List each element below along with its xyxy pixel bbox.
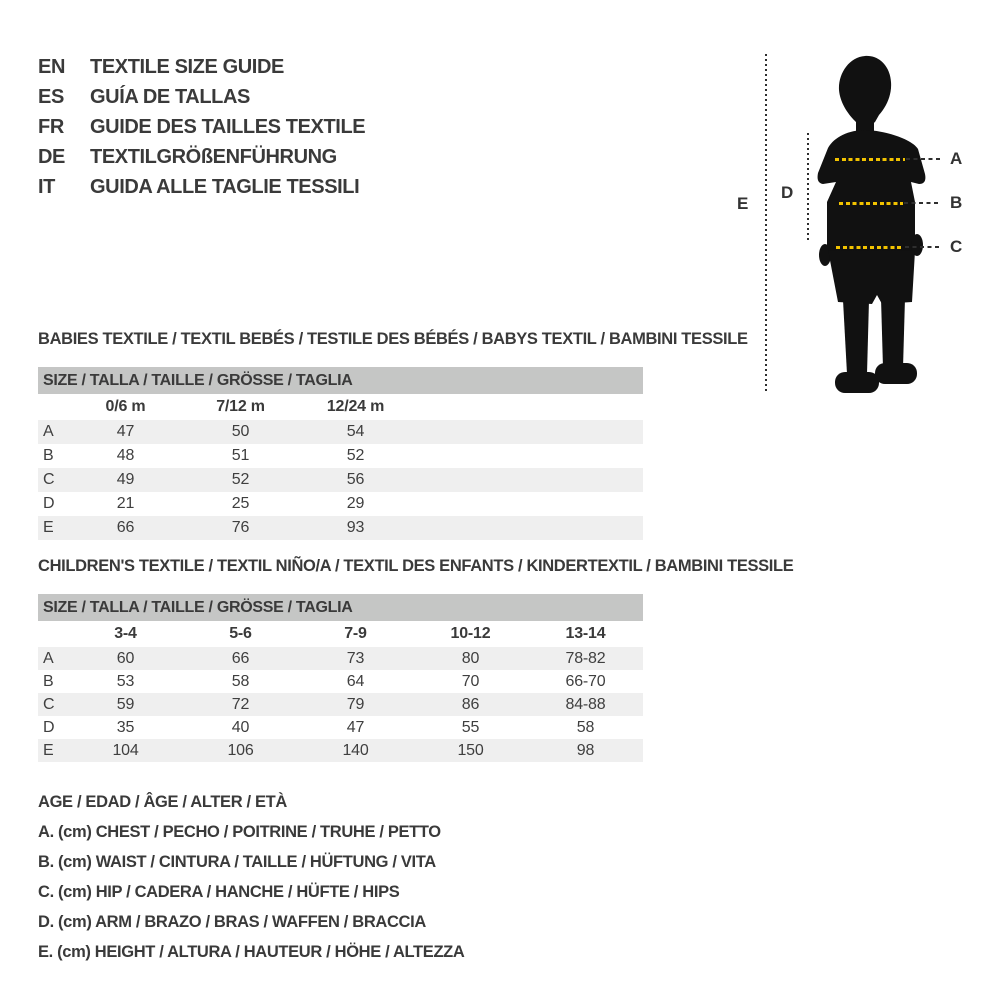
- table-row: [38, 420, 643, 444]
- table-row: [38, 492, 643, 516]
- cell-value: 56: [346, 471, 365, 488]
- table-row: [38, 647, 643, 670]
- row-label: B: [43, 672, 54, 690]
- lang-row-de: [38, 142, 365, 172]
- row-label: D: [43, 718, 55, 736]
- legend-hip: C. (cm) HIP / CADERA / HANCHE / HÜFTE / HIPS: [38, 882, 400, 901]
- child-silhouette: [815, 52, 935, 397]
- cell-value: 78-82: [565, 649, 606, 667]
- age-column: 7/12 m: [216, 398, 265, 415]
- row-label: B: [43, 447, 54, 464]
- age-column: 13-14: [565, 625, 606, 642]
- cell-value: 80: [461, 649, 480, 667]
- row-label: D: [43, 495, 55, 512]
- babies-table-header: SIZE / TALLA / TAILLE / GRÖSSE / TAGLIA: [38, 367, 643, 394]
- age-column: 10-12: [450, 625, 491, 642]
- figure-label-height: E: [737, 194, 749, 213]
- arm-measure-dotted-line: [807, 133, 809, 243]
- figure-label-chest: A: [950, 149, 963, 168]
- figure-label-waist: B: [950, 193, 963, 212]
- cell-value: 79: [346, 695, 365, 713]
- chest-measure-dashes: [835, 158, 905, 161]
- cell-value: 50: [231, 423, 250, 440]
- lang-code: IT: [38, 175, 55, 198]
- table-row: [38, 516, 643, 540]
- lang-code: DE: [38, 145, 65, 168]
- cell-value: 21: [116, 495, 135, 512]
- legend-arm: D. (cm) ARM / BRAZO / BRAS / WAFFEN / BRACCIA: [38, 912, 426, 931]
- cell-value: 47: [346, 718, 365, 736]
- age-column: 0/6 m: [105, 398, 146, 415]
- cell-value: 49: [116, 471, 135, 488]
- row-label: C: [43, 471, 55, 488]
- lang-code: ES: [38, 85, 64, 108]
- table-row: [38, 693, 643, 716]
- cell-value: 140: [342, 741, 369, 759]
- row-label: A: [43, 649, 54, 667]
- legend-chest: A. (cm) CHEST / PECHO / POITRINE / TRUHE / PETTO: [38, 822, 441, 841]
- row-label: E: [43, 519, 54, 536]
- children-size-table: [38, 594, 643, 762]
- cell-value: 35: [116, 718, 135, 736]
- legend-height: E. (cm) HEIGHT / ALTURA / HAUTEUR / HÖHE / ALTEZZA: [38, 942, 465, 961]
- lang-title: GUÍA DE TALLAS: [90, 85, 250, 108]
- lang-title: GUIDE DES TAILLES TEXTILE: [90, 115, 366, 138]
- lang-code: EN: [38, 55, 65, 78]
- table-row: [38, 716, 643, 739]
- cell-value: 58: [231, 672, 250, 690]
- age-column: 12/24 m: [326, 398, 385, 415]
- hip-leader-dashes: [905, 246, 941, 248]
- cell-value: 58: [576, 718, 595, 736]
- figure-label-arm: D: [781, 183, 794, 202]
- babies-section-title: BABIES TEXTILE / TEXTIL BEBÉS / TESTILE DES BÉBÉS / BABYS TEXTIL / BAMBINI TESSILE: [38, 330, 748, 348]
- height-measure-dotted-line: [765, 54, 767, 393]
- cell-value: 53: [116, 672, 135, 690]
- cell-value: 73: [346, 649, 365, 667]
- cell-value: 70: [461, 672, 480, 690]
- lang-code: FR: [38, 115, 64, 138]
- age-column: 7-9: [344, 625, 367, 642]
- cell-value: 51: [231, 447, 250, 464]
- cell-value: 104: [112, 741, 139, 759]
- legend-age: AGE / EDAD / ÂGE / ALTER / ETÀ: [38, 792, 287, 811]
- legend-waist: B. (cm) WAIST / CINTURA / TAILLE / HÜFTUNG / VITA: [38, 852, 436, 871]
- cell-value: 64: [346, 672, 365, 690]
- cell-value: 150: [457, 741, 484, 759]
- babies-size-table: [38, 367, 643, 540]
- figure-label-hip: C: [950, 237, 963, 256]
- cell-value: 66-70: [565, 672, 606, 690]
- table-row: [38, 444, 643, 468]
- waist-leader-dashes: [904, 202, 940, 204]
- cell-value: 59: [116, 695, 135, 713]
- waist-measure-dashes: [839, 202, 903, 205]
- cell-value: 52: [231, 471, 250, 488]
- cell-value: 86: [461, 695, 480, 713]
- hip-measure-dashes: [836, 246, 904, 249]
- cell-value: 54: [346, 423, 365, 440]
- age-column: 5-6: [229, 625, 252, 642]
- cell-value: 98: [576, 741, 595, 759]
- cell-value: 60: [116, 649, 135, 667]
- row-label: A: [43, 423, 54, 440]
- lang-title: GUIDA ALLE TAGLIE TESSILI: [90, 175, 360, 198]
- table-row: [38, 739, 643, 762]
- cell-value: 55: [461, 718, 480, 736]
- cell-value: 66: [231, 649, 250, 667]
- age-column: 3-4: [114, 625, 137, 642]
- cell-value: 47: [116, 423, 135, 440]
- cell-value: 93: [346, 519, 365, 536]
- lang-row-it: [38, 172, 365, 202]
- lang-row-es: [38, 82, 365, 112]
- children-age-row: [38, 621, 643, 647]
- cell-value: 84-88: [565, 695, 606, 713]
- lang-title: TEXTILE SIZE GUIDE: [90, 55, 284, 78]
- cell-value: 52: [346, 447, 365, 464]
- children-table-header: SIZE / TALLA / TAILLE / GRÖSSE / TAGLIA: [38, 594, 643, 621]
- language-title-list: [38, 52, 365, 202]
- chest-leader-dashes: [906, 158, 942, 160]
- cell-value: 76: [231, 519, 250, 536]
- cell-value: 40: [231, 718, 250, 736]
- row-label: C: [43, 695, 55, 713]
- lang-row-fr: [38, 112, 365, 142]
- lang-title: TEXTILGRÖßENFÜHRUNG: [90, 145, 337, 168]
- lang-row-en: [38, 52, 365, 82]
- cell-value: 25: [231, 495, 250, 512]
- table-row: [38, 670, 643, 693]
- children-section-title: CHILDREN'S TEXTILE / TEXTIL NIÑO/A / TEXTIL DES ENFANTS / KINDERTEXTIL / BAMBINI TESSILE: [38, 557, 794, 575]
- cell-value: 72: [231, 695, 250, 713]
- measurement-legend: [38, 787, 464, 967]
- row-label: E: [43, 741, 54, 759]
- cell-value: 48: [116, 447, 135, 464]
- babies-age-row: [38, 394, 643, 420]
- cell-value: 66: [116, 519, 135, 536]
- cell-value: 29: [346, 495, 365, 512]
- table-row: [38, 468, 643, 492]
- cell-value: 106: [227, 741, 254, 759]
